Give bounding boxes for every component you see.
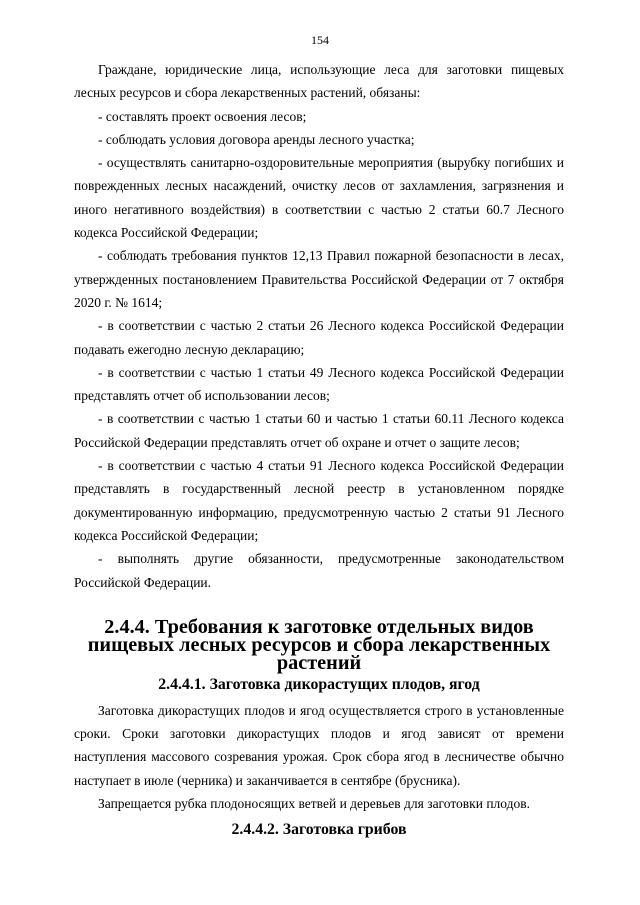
obligation-item: - в соответствии с частью 2 статьи 26 Лесного кодекса Российской Федерации подавать ежегодно лесную декларацию; [74,318,564,357]
document-body [74,58,564,839]
obligation-item: - соблюдать требования пунктов 12,13 Правил пожарной безопасности в лесах, утвержденных постановлением Правительства Российской Федерации от 7 октября 2020 г. № 1614; [74,248,564,310]
subsection-heading-2-4-4-1: 2.4.4.1. Заготовка дикорастущих плодов, ягод [158,675,480,693]
section-heading-2-4-4: 2.4.4. Требования к заготовке отдельных видов пищевых лесных ресурсов и сбора лекарственных растений [87,615,551,674]
obligation-item: - составлять проект освоения лесов; [98,108,307,124]
cutting-prohibition-paragraph: Запрещается рубка плодоносящих ветвей и деревьев для заготовки плодов. [98,796,531,812]
obligation-item: - соблюдать условия договора аренды лесного участка; [98,131,415,147]
page-number: 154 [311,33,329,47]
obligation-item: - осуществлять санитарно-оздоровительные мероприятия (вырубку погибших и поврежденных лесных насаждений, очистку лесов от захламления, загрязнения и иного негативного воздействия) в соответствии с частью 2 статьи 60.7 Лесного кодекса Российской Федерации; [74,155,564,241]
obligation-item: - в соответствии с частью 1 статьи 49 Лесного кодекса Российской Федерации представлять отчет об использовании лесов; [74,364,564,404]
obligations-lead-paragraph: Граждане, юридические лица, использующие леса для заготовки пищевых лесных ресурсов и сбора лекарственных растений, обязаны: [74,62,564,101]
subsection-heading-2-4-4-2: 2.4.4.2. Заготовка грибов [231,821,407,839]
berry-harvest-paragraph: Заготовка дикорастущих плодов и ягод осуществляется строго в установленные сроки. Сроки заготовки дикорастущих плодов и ягод зависят от времени наступления массового созревания урожая. Срок сбора ягод в лесничестве обычно наступает в июле (черника) и заканчивается в сентябре (брусника). [74,702,564,788]
obligation-item: - в соответствии с частью 4 статьи 91 Лесного кодекса Российской Федерации представлять в государственный лесной реестр в установленном порядке документированную информацию, предусмотренную частью 2 статьи 91 Лесного кодекса Российской Федерации; [74,458,564,543]
obligation-item: - выполнять другие обязанности, предусмотренные законодательством Российской Федерации. [74,551,564,590]
obligation-item: - в соответствии с частью 1 статьи 60 и частью 1 статьи 60.11 Лесного кодекса Российской Федерации представлять отчет об охране и отчет о защите лесов; [74,411,564,450]
